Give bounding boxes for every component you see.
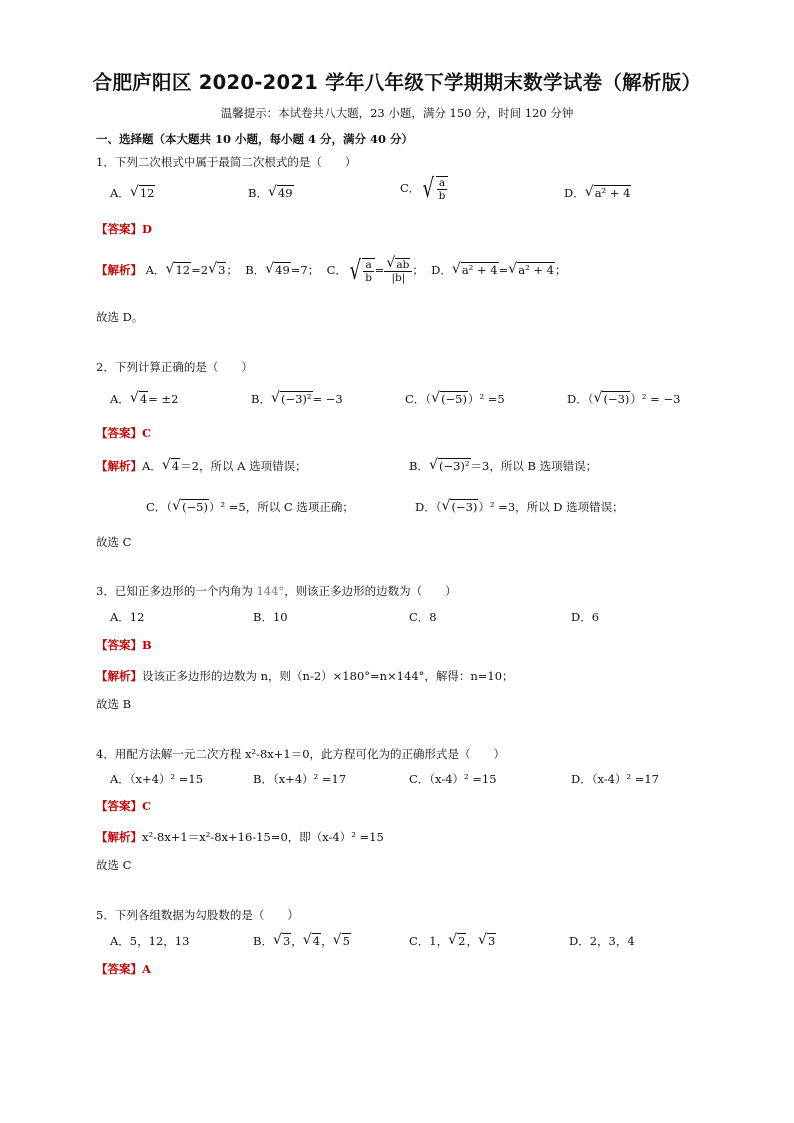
q5-b2: 4 bbox=[312, 934, 321, 948]
q3-analysis bbox=[96, 668, 514, 684]
q5-stem: 5．下列各组数据为勾股数的是（ ） bbox=[96, 908, 299, 922]
q4-option-c: C．（x-4）² =15 bbox=[409, 772, 497, 786]
q5-option-b-label: B． bbox=[253, 934, 273, 948]
q1-ana-b2: =7； bbox=[290, 263, 320, 277]
document-subtitle: 温馨提示：本试卷共八大题，23 小题，满分 150 分，时间 120 分钟 bbox=[220, 106, 574, 120]
q1-option-a-label: A． bbox=[110, 186, 130, 200]
q2-b-rest: = −3 bbox=[312, 392, 343, 406]
q5-sep: ， bbox=[321, 934, 333, 948]
q4-answer-value: C bbox=[142, 799, 152, 813]
sqrt-icon bbox=[130, 392, 148, 406]
q2-ana-d-rest: ）² =3，所以 D 选项错误； bbox=[478, 500, 624, 514]
sqrt-icon bbox=[130, 186, 156, 200]
q2-option-b-label: B． bbox=[251, 392, 271, 406]
q1-c-num: a bbox=[438, 177, 446, 189]
q1-ana-a2: =2 bbox=[191, 263, 209, 277]
q3-option-b: B．10 bbox=[253, 610, 288, 624]
q2-c-radicand: (−5) bbox=[441, 392, 467, 406]
q4-conclusion: 故选 C bbox=[96, 858, 132, 872]
q2-ana-c-rest: ）² =5，所以 C 选项正确； bbox=[209, 500, 354, 514]
document-title: 合肥庐阳区 2020-2021 学年八年级下学期期末数学试卷（解析版） bbox=[92, 71, 702, 94]
q3-stem-degree: 144° bbox=[256, 584, 285, 598]
q3-option-d: D．6 bbox=[571, 610, 600, 624]
q2-answer bbox=[96, 425, 151, 441]
analysis-label: 【解析】 bbox=[96, 263, 142, 277]
q2-ana-c-rad: (−5) bbox=[182, 500, 208, 514]
q3-answer bbox=[96, 637, 152, 653]
answer-label: 【答案】 bbox=[96, 222, 142, 236]
q2-ana-a: A． bbox=[142, 459, 162, 473]
sqrt-icon bbox=[431, 392, 468, 406]
q1-ana-d: D． bbox=[431, 263, 452, 277]
analysis-label: 【解析】 bbox=[96, 669, 142, 683]
q1-option-b bbox=[248, 185, 294, 201]
q4-analysis bbox=[96, 829, 384, 845]
q2-option-c bbox=[405, 391, 505, 407]
q3-stem bbox=[96, 583, 457, 599]
sqrt-icon bbox=[273, 934, 291, 948]
q5-c2: 3 bbox=[487, 934, 496, 948]
q1-ana-d2: = bbox=[498, 263, 509, 277]
q1-ana-d3: a² + 4 bbox=[518, 263, 554, 277]
q2-b-radicand: (−3)² bbox=[280, 392, 312, 406]
q2-ana-a-rest: ＝2，所以 A 选项错误； bbox=[180, 459, 307, 473]
q4-option-b: B．（x+4）² =17 bbox=[253, 772, 347, 786]
answer-label: 【答案】 bbox=[96, 962, 142, 976]
q5-c1: 2 bbox=[458, 934, 466, 948]
q1-ana-d4: ； bbox=[555, 263, 567, 277]
analysis-label: 【解析】 bbox=[96, 459, 142, 473]
q5-b3: 5 bbox=[342, 934, 350, 948]
sqrt-icon bbox=[268, 186, 294, 200]
q5-sep: ， bbox=[466, 934, 478, 948]
sqrt-icon bbox=[452, 263, 499, 277]
q1-ana-c: C． bbox=[326, 263, 347, 277]
sqrt-icon bbox=[478, 934, 496, 948]
q3-analysis-text: 设该正多边形的边数为 n，则（n-2）×180°=n×144°，解得：n=10； bbox=[142, 669, 514, 683]
q1-option-c bbox=[400, 176, 448, 202]
q5-answer bbox=[96, 961, 151, 977]
q4-option-d: D．（x-4）² =17 bbox=[571, 772, 659, 786]
sqrt-icon bbox=[271, 392, 313, 406]
q2-ana-d: D．（ bbox=[415, 500, 442, 514]
q1-analysis bbox=[96, 258, 567, 284]
q1-ana-c-eq: = bbox=[374, 263, 385, 277]
q4-option-a: A．（x+4）² =15 bbox=[110, 772, 204, 786]
q2-option-a bbox=[110, 391, 178, 407]
q1-answer-value: D bbox=[142, 222, 152, 236]
q2-d-radicand: (−3) bbox=[603, 392, 630, 406]
q1-ana-a3: 3 bbox=[218, 263, 226, 277]
answer-label: 【答案】 bbox=[96, 799, 142, 813]
sqrt-icon bbox=[593, 392, 630, 406]
q1-option-b-label: B． bbox=[248, 186, 268, 200]
q5-option-b bbox=[253, 933, 351, 949]
q1-ana-d1: a² + 4 bbox=[461, 263, 498, 277]
q2-ana-a-rad: 4 bbox=[171, 459, 180, 473]
answer-label: 【答案】 bbox=[96, 638, 142, 652]
q1-stem: 1．下列二次根式中属于最简二次根式的是（ ） bbox=[96, 155, 357, 169]
sqrt-icon bbox=[386, 259, 410, 271]
sqrt-icon bbox=[585, 186, 632, 200]
q3-stem-a: 3．已知正多边形的一个内角为 bbox=[96, 584, 257, 598]
q2-option-c-label: C．（ bbox=[405, 392, 432, 406]
q5-answer-value: A bbox=[142, 962, 151, 976]
q2-analysis-d bbox=[415, 499, 624, 515]
q1-a-radicand: 12 bbox=[139, 186, 155, 200]
q5-option-d: D．2，3，4 bbox=[569, 934, 635, 948]
q4-stem: 4．用配方法解一元二次方程 x²-8x+1＝0，此方程可化为的正确形式是（ ） bbox=[96, 747, 506, 761]
q1-ana-c-den: b bbox=[365, 272, 372, 284]
q2-c-rest: ）² =5 bbox=[468, 392, 505, 406]
q1-d-radicand: a² + 4 bbox=[594, 186, 631, 200]
sqrt-icon bbox=[162, 459, 180, 473]
q4-answer bbox=[96, 798, 151, 814]
q3-answer-value: B bbox=[142, 638, 152, 652]
q2-option-b bbox=[251, 391, 343, 407]
q5-sep: ， bbox=[291, 934, 303, 948]
q2-analysis-ab bbox=[96, 458, 307, 474]
q1-ana-b1: 49 bbox=[275, 263, 290, 277]
sqrt-icon bbox=[165, 263, 191, 277]
sqrt-icon: √ $\frac{a}{b}$ bbox=[347, 258, 375, 284]
q2-analysis-b bbox=[409, 458, 597, 474]
q2-ana-b: B． bbox=[409, 459, 429, 473]
sqrt-icon bbox=[265, 263, 291, 277]
sqrt-icon bbox=[429, 459, 471, 473]
q2-analysis-c bbox=[146, 499, 354, 515]
q2-conclusion: 故选 C bbox=[96, 535, 132, 549]
sqrt-icon bbox=[172, 500, 209, 514]
q2-ana-c: C．（ bbox=[146, 500, 173, 514]
q1-ana-c-end: ； bbox=[412, 263, 424, 277]
q4-analysis-text: x²-8x+1＝x²-8x+16-15=0，即（x-4）² =15 bbox=[142, 830, 384, 844]
q1-option-d-label: D． bbox=[564, 186, 585, 200]
q2-d-rest: ）² = −3 bbox=[630, 392, 681, 406]
q2-option-d-label: D．（ bbox=[567, 392, 594, 406]
answer-label: 【答案】 bbox=[96, 426, 142, 440]
q1-option-a bbox=[110, 185, 155, 201]
q1-option-d bbox=[564, 185, 631, 201]
q1-ana-b: B． bbox=[245, 263, 266, 277]
sqrt-icon bbox=[208, 263, 226, 277]
section-heading: 一、选择题（本大题共 10 小题，每小题 4 分，满分 40 分） bbox=[96, 132, 414, 146]
q5-b1: 3 bbox=[282, 934, 291, 948]
q5-option-c bbox=[409, 933, 496, 949]
q2-ana-b-rest: ＝3，所以 B 选项错误； bbox=[470, 459, 598, 473]
q1-ana-a: A． bbox=[145, 263, 166, 277]
q1-c-den: b bbox=[438, 190, 446, 202]
analysis-label: 【解析】 bbox=[96, 830, 142, 844]
q5-option-c-label: C．1， bbox=[409, 934, 449, 948]
q2-option-d bbox=[567, 391, 680, 407]
q2-ana-b-rad: (−3)² bbox=[438, 459, 470, 473]
sqrt-icon: √ $\frac{a}{b}$ bbox=[420, 176, 448, 202]
q3-stem-b: ，则该正多边形的边数为（ ） bbox=[284, 584, 457, 598]
q2-answer-value: C bbox=[142, 426, 152, 440]
q5-option-a: A．5，12，13 bbox=[110, 934, 190, 948]
q1-b-radicand: 49 bbox=[277, 186, 293, 200]
q3-option-c: C．8 bbox=[409, 610, 437, 624]
q1-ana-a4: ； bbox=[226, 263, 238, 277]
q2-a-radicand: 4 bbox=[139, 392, 148, 406]
q1-conclusion: 故选 D。 bbox=[96, 310, 144, 324]
q3-conclusion: 故选 B bbox=[96, 697, 132, 711]
sqrt-icon bbox=[333, 934, 351, 948]
q2-option-a-label: A． bbox=[110, 392, 130, 406]
q1-ana-c-rden: |b| bbox=[391, 271, 406, 284]
q2-stem: 2．下列计算正确的是（ ） bbox=[96, 360, 253, 374]
q3-option-a: A．12 bbox=[110, 610, 145, 624]
q1-option-c-label: C． bbox=[400, 181, 421, 195]
sqrt-icon bbox=[303, 934, 321, 948]
q2-ana-d-rad: (−3) bbox=[451, 500, 478, 514]
sqrt-icon bbox=[448, 934, 466, 948]
q1-ana-c-num: a bbox=[365, 259, 372, 271]
q1-ana-c-rnum: ab bbox=[396, 258, 410, 271]
sqrt-icon bbox=[508, 263, 555, 277]
sqrt-icon bbox=[441, 500, 478, 514]
q1-answer bbox=[96, 221, 152, 237]
q1-ana-a1: 12 bbox=[175, 263, 191, 277]
q2-a-rest: = ±2 bbox=[148, 392, 179, 406]
